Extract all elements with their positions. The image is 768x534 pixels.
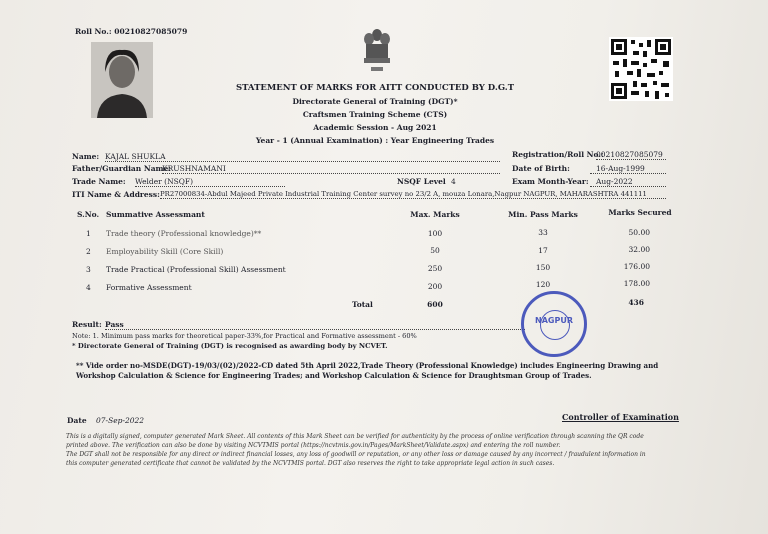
result-value: Pass bbox=[105, 320, 525, 330]
table-cell: 3 bbox=[86, 265, 91, 274]
scheme-heading: Craftsmen Training Scheme (CTS) bbox=[302, 110, 448, 119]
vide-order-line1: ** Vide order no-MSDE(DGT)-19/03/(02)/2022-CD dated 5th April 2022,Trade Theory (Professional Knowledge) includes Engineering Drawing and bbox=[76, 361, 659, 370]
session-heading: Academic Session - Aug 2021 bbox=[313, 123, 437, 132]
note-awarding-body: * Directorate General of Training (DGT) is recognised as awarding body by NCVET. bbox=[72, 342, 388, 350]
table-cell: 150 bbox=[535, 263, 551, 272]
father-value: KRUSHNAMANI bbox=[162, 164, 500, 174]
note-pass-marks: Note: 1. Minimum pass marks for theoretical paper-33%,for Practical and Formative assessment - 60% bbox=[72, 332, 417, 340]
total-label: Total bbox=[352, 300, 373, 309]
table-cell: 176.00 bbox=[623, 262, 650, 271]
dgt-heading: Directorate General of Training (DGT)* bbox=[292, 97, 458, 106]
table-cell: 100 bbox=[427, 229, 443, 238]
table-cell: 1 bbox=[86, 229, 91, 238]
total-secured: 436 bbox=[628, 298, 644, 307]
table-cell: 50.00 bbox=[628, 228, 650, 237]
registration-value: 00210827085079 bbox=[596, 150, 666, 160]
table-cell: 200 bbox=[427, 282, 443, 291]
table-cell: 250 bbox=[427, 264, 443, 273]
table-header: Summative Assessmant bbox=[106, 210, 205, 219]
stamp-city-text: NAGPUR bbox=[535, 316, 573, 325]
table-cell: 33 bbox=[538, 228, 548, 237]
roll-number: Roll No.: 00210827085079 bbox=[75, 27, 188, 36]
result-label: Result: bbox=[72, 320, 102, 329]
candidate-photo bbox=[91, 42, 153, 118]
table-cell: 120 bbox=[535, 280, 551, 289]
exam-label: Exam Month-Year: bbox=[512, 177, 589, 186]
nsqf-label: NSQF Level bbox=[397, 177, 446, 186]
table-cell: 2 bbox=[86, 247, 91, 256]
disclaimer-line: This is a digitally signed, computer generated Mark Sheet. All contents of this Mark Sheet can be verified for authenticity by the process of online verification through scanning the QR code bbox=[66, 433, 644, 440]
table-cell: 50 bbox=[430, 246, 440, 255]
nsqf-value: 4 bbox=[451, 177, 456, 186]
table-header: S.No. bbox=[77, 210, 100, 219]
dob-label: Date of Birth: bbox=[512, 164, 570, 173]
total-max: 600 bbox=[427, 300, 443, 309]
table-cell: 4 bbox=[86, 283, 91, 292]
table-cell: 17 bbox=[538, 246, 548, 255]
father-label: Father/Guardian Name: bbox=[72, 164, 172, 173]
table-cell: 178.00 bbox=[623, 279, 650, 288]
document-title: STATEMENT OF MARKS FOR AITT CONDUCTED BY D.G.T bbox=[235, 83, 515, 93]
exam-value: Aug-2022 bbox=[590, 177, 666, 187]
table-cell: Trade Practical (Professional Skill) Assessment bbox=[106, 265, 286, 274]
table-cell: 32.00 bbox=[628, 245, 650, 254]
table-header: Min. Pass Marks bbox=[508, 210, 578, 219]
date-label: Date bbox=[67, 416, 87, 425]
iti-value: PR27000834-Abdul Majeed Private Industrial Training Center survey no 23/2 A, mouza Lonara,Nagpur NAGPUR, MAHARASHTRA 441111 bbox=[160, 190, 666, 199]
table-cell: Employability Skill (Core Skill) bbox=[106, 247, 224, 256]
table-header: Marks Secured bbox=[608, 208, 672, 217]
table-cell: Formative Assessment bbox=[106, 283, 192, 292]
trade-value: Welder (NSQF) bbox=[135, 177, 285, 187]
disclaimer-line: this computer generated certificate that cannot be validated by the NCVTMIS portal. DGT also reserves the right to take appropriate legal action in such cases. bbox=[66, 460, 555, 467]
iti-label: ITI Name & Address: bbox=[72, 190, 160, 199]
qr-code bbox=[609, 37, 673, 101]
trade-label: Trade Name: bbox=[72, 177, 126, 186]
controller-signature-label: Controller of Examination bbox=[562, 412, 679, 422]
registration-label: Registration/Roll No.: bbox=[512, 150, 604, 159]
vide-order-line2: Workshop Calculation & Science for Engineering Trades; and Workshop Calculation & Science for Draughtsman Group of Trades. bbox=[76, 371, 592, 380]
disclaimer-line: The DGT shall not be responsible for any direct or indirect financial losses, any loss of goodwill or reputation, or any other loss or damage caused by any incorrect / fraudulent information in bbox=[66, 451, 646, 458]
national-emblem-icon bbox=[357, 27, 397, 77]
table-header: Max. Marks bbox=[410, 210, 460, 219]
table-cell: Trade theory (Professional knowledge)** bbox=[106, 229, 262, 238]
date-value: 07-Sep-2022 bbox=[96, 416, 145, 425]
name-value: KAJAL SHUKLA bbox=[105, 152, 500, 162]
dob-value: 16-Aug-1999 bbox=[590, 164, 666, 174]
disclaimer-line: printed above. The verification can also be done by visiting NCVTMIS portal (https://ncvtmis.gov.in/Pages/MarkSheet/Validate.aspx) and entering the roll number. bbox=[66, 442, 561, 449]
name-label: Name: bbox=[72, 152, 100, 161]
official-seal-stamp bbox=[521, 291, 587, 357]
year-heading: Year - 1 (Annual Examination) : Year Engineering Trades bbox=[255, 136, 495, 145]
